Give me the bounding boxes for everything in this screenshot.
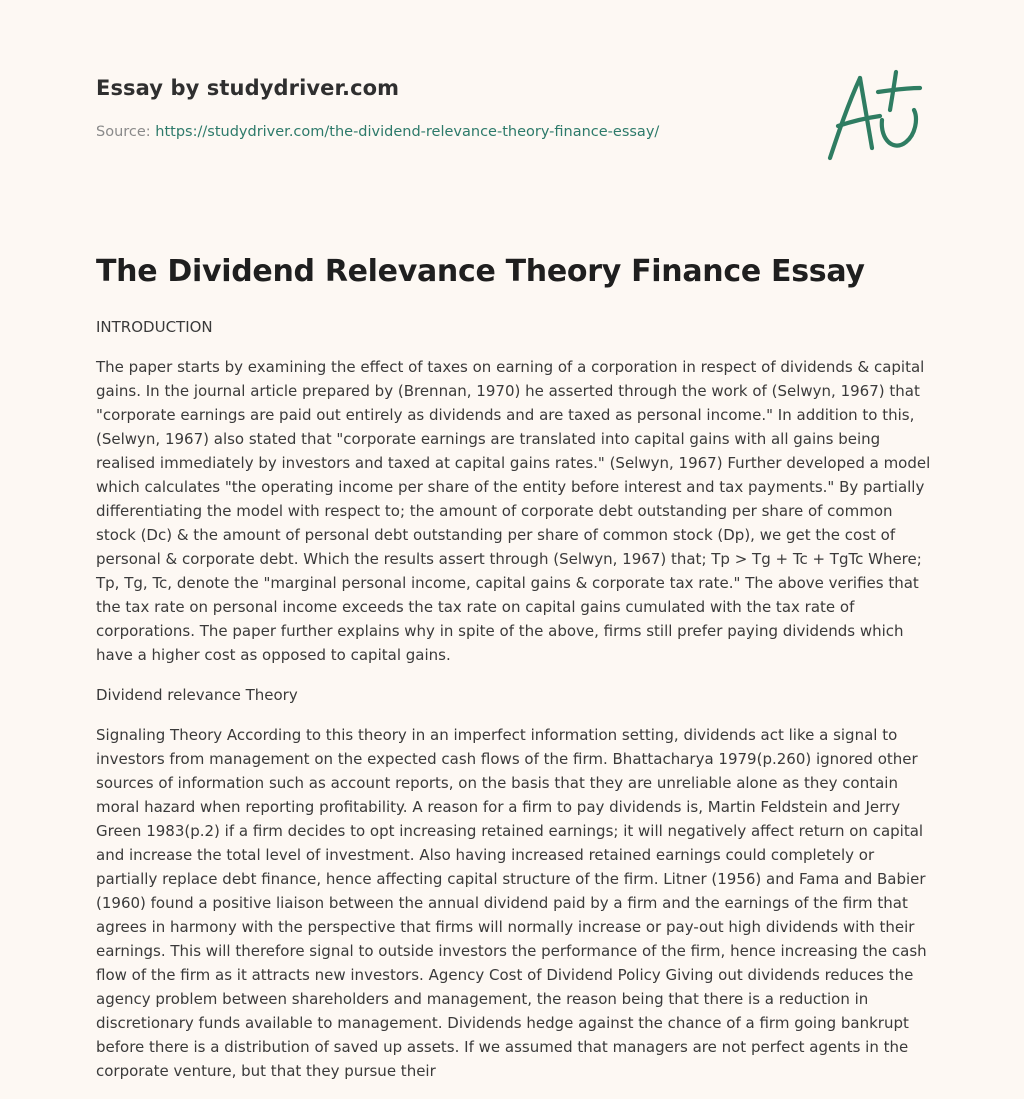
essay-title: The Dividend Relevance Theory Finance Essay xyxy=(96,254,865,289)
intro-paragraph: The paper starts by examining the effect of taxes on earning of a corporation in respect of dividends & capital gains. In the journal article prepared by (Brennan, 1970) he asserted through the work of (Selwyn, 1967) that "corporate earnings are paid out entirely as dividends and are taxed as personal income." In addition to this, (Selwyn, 1967) also stated that "corporate earnings are translated into capital gains with all gains being realised immediately by investors and taxed at capital gains rates." (Selwyn, 1967) Further developed a model which calculates "the operating income per share of the entity before interest and tax payments." By partially differentiating the model with respect to; the amount of corporate debt outstanding per share of common stock (Dc) & the amount of personal debt outstanding per share of common stock (Dp), we get the cost of personal & corporate debt. Which the results assert through (Selwyn, 1967) that; Tp > Tg + Tc + TgTc Where; Tp, Tg, Tc, denote the "marginal personal income, capital gains & corporate tax rate." The above verifies that the tax rate on personal income exceeds the tax rate on capital gains cumulated with the tax rate of corporations. The paper further explains why in spite of the above, firms still prefer paying dividends which have a higher cost as opposed to capital gains. xyxy=(96,358,931,664)
source-link[interactable]: https://studydriver.com/the-dividend-relevance-theory-finance-essay/ xyxy=(155,124,660,140)
site-brand: Essay by studydriver.com xyxy=(96,76,400,100)
a-plus-logo-icon xyxy=(820,64,930,168)
theory-paragraph: Signaling Theory According to this theory in an imperfect information setting, dividends act like a signal to investors from management on the expected cash flows of the firm. Bhattacharya 1979(p.260) ignored other sources of information such as account reports, on the basis that they are unreliable alone as they contain moral hazard when reporting profitability. A reason for a firm to pay dividends is, Martin Feldstein and Jerry Green 1983(p.2) if a firm decides to opt increasing retained earnings; it will negatively affect return on capital and increase the total level of investment. Also having increased retained earnings could completely or partially replace debt finance, hence affecting capital structure of the firm. Litner (1956) and Fama and Babier (1960) found a positive liaison between the annual dividend paid by a firm and the earnings of the firm that agrees in harmony with the perspective that firms will normally increase or pay-out high dividends with their earnings. This will therefore signal to outside investors the performance of the firm, hence increasing the cash flow of the firm as it attracts new investors. Agency Cost of Dividend Policy Giving out dividends reduces the agency problem between shareholders and management, the reason being that there is a reduction in discretionary funds available to management. Dividends hedge against the chance of a firm going bankrupt before there is a distribution of saved up assets. If we assumed that managers are not perfect agents in the corporate venture, but that they pursue their xyxy=(96,726,927,1080)
intro-heading: INTRODUCTION xyxy=(96,318,213,336)
source-line xyxy=(96,124,659,140)
theory-heading: Dividend relevance Theory xyxy=(96,686,298,704)
essay-body xyxy=(96,315,932,1099)
source-label: Source: xyxy=(96,124,151,140)
